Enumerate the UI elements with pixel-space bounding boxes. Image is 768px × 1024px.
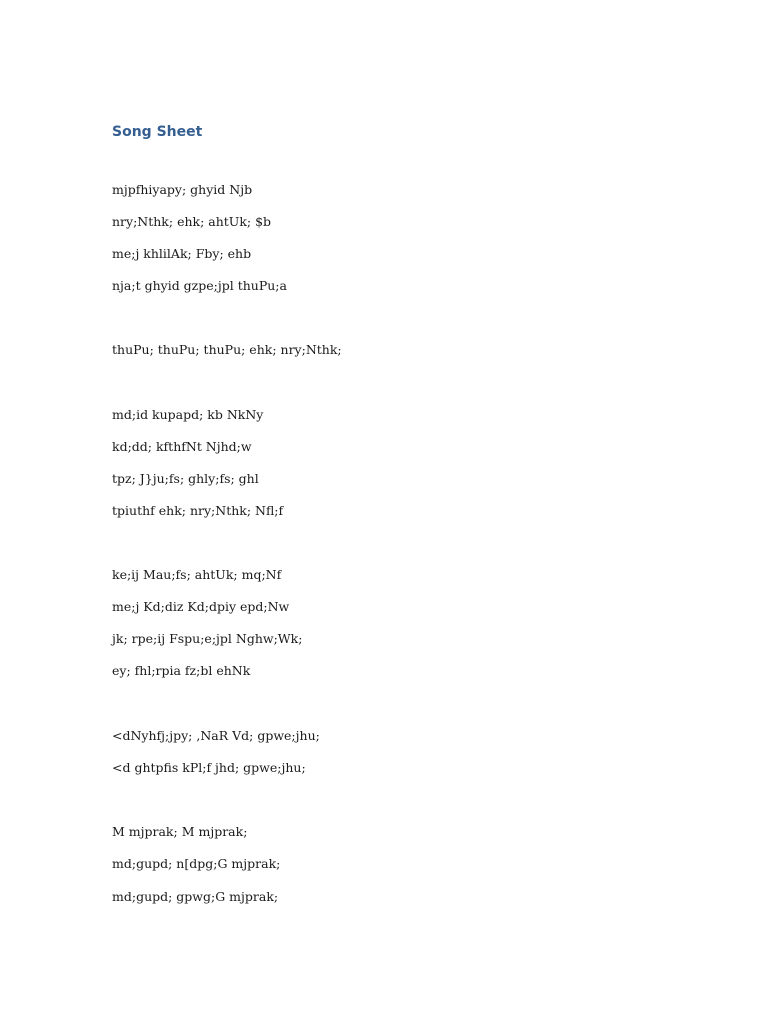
lyric-line: thuPu; thuPu; thuPu; ehk; nry;Nthk; [112, 342, 342, 357]
lyric-line: ey; fhl;rpia fz;bl ehNk [112, 663, 251, 678]
lyric-line: me;j khlilAk; Fby; ehb [112, 246, 252, 261]
lyric-line: mjpfhiyapy; ghyid Njb [112, 182, 253, 197]
lyric-line: md;gupd; n[dpg;G mjprak; [112, 856, 281, 871]
lyric-line: nja;t ghyid gzpe;jpl thuPu;a [112, 278, 287, 293]
lyric-line: tpiuthf ehk; nry;Nthk; Nfl;f [112, 503, 284, 518]
lyric-line: <dNyhfj;jpy; ,NaR Vd; gpwe;jhu; [112, 728, 320, 743]
lyric-line: <d ghtpfis kPl;f jhd; gpwe;jhu; [112, 760, 306, 775]
lyric-line: tpz; J}ju;fs; ghly;fs; ghl [112, 471, 259, 486]
lyric-line: ke;ij Mau;fs; ahtUk; mq;Nf [112, 567, 282, 582]
lyric-line: md;gupd; gpwg;G mjprak; [112, 889, 279, 904]
lyric-line: jk; rpe;ij Fspu;e;jpl Nghw;Wk; [112, 631, 303, 646]
lyric-line: M mjprak; M mjprak; [112, 824, 248, 839]
lyrics-body [112, 0, 712, 1024]
lyric-line: me;j Kd;diz Kd;dpiy epd;Nw [112, 599, 290, 614]
lyric-line: md;id kupapd; kb NkNy [112, 407, 264, 422]
page-title: Song Sheet [112, 124, 203, 140]
lyric-line: nry;Nthk; ehk; ahtUk; $b [112, 214, 272, 229]
lyric-line: kd;dd; kfthfNt Njhd;w [112, 439, 252, 454]
